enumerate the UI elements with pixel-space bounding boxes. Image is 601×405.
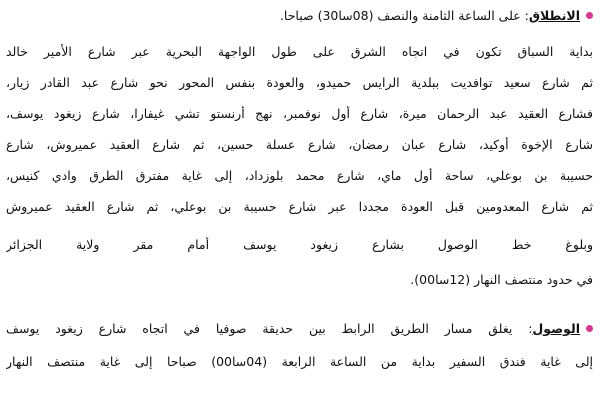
departure-label: الانطلاق	[528, 8, 580, 23]
departure-time-text: : على الساعة الثامنة والنصف (08سا30) صباحا.	[279, 8, 529, 23]
departure-line-4: شارع الإخوة أوكيد، شارع عبان رمضان، شارع عسلة حسين، ثم شارع العقيد عميروش، شارع	[6, 137, 593, 152]
departure-line-3: فشارع العقيد عبد الرحمان ميرة، شارع أول نوفمبر، نهج أرنستو تشي غيفارا، شارع زيغود يوسف،	[6, 106, 593, 121]
departure-line-1: بداية السباق تكون في اتجاه الشرق على طول الواجهة البحرية عبر شارع الأمير خالد	[6, 44, 593, 59]
arrival-label: الوصول	[532, 321, 580, 336]
departure-line-7: وبلوغ خط الوصول بشارع زيغود يوسف أمام مقر ولاية الجزائر	[6, 237, 593, 252]
departure-line-8: في حدود منتصف النهار (12سا00).	[410, 272, 593, 287]
departure-heading	[280, 8, 593, 23]
arrival-heading	[6, 321, 593, 336]
departure-line-6: ثم شارع المعدومين قبل العودة مجددا عبر شارع حسيبة بن بوعلي، ثم شارع العقيد عميروش	[6, 199, 593, 214]
bullet-icon	[586, 12, 593, 19]
departure-line-2: ثم شارع سعيد توافديت ببلدية الرايس حميدو، والعودة بنفس المحور نحو شارع عبد القادر زيار،	[6, 75, 593, 90]
arrival-line-2: إلى غاية فندق السفير بداية من الساعة الرابعة (04سا00) صباحا إلى غاية منتصف النهار	[6, 354, 593, 369]
bullet-icon	[586, 325, 593, 332]
departure-line-5: حسيبة بن بوعلي، ساحة أول ماي، شارع محمد بلوزداد، إلى غاية مفترق الطرق وادي كنيس،	[6, 168, 593, 183]
arrival-line-1: : يغلق مسار الطريق الرابط بين حديقة صوفيا في اتجاه شارع زيغود يوسف	[6, 321, 533, 336]
